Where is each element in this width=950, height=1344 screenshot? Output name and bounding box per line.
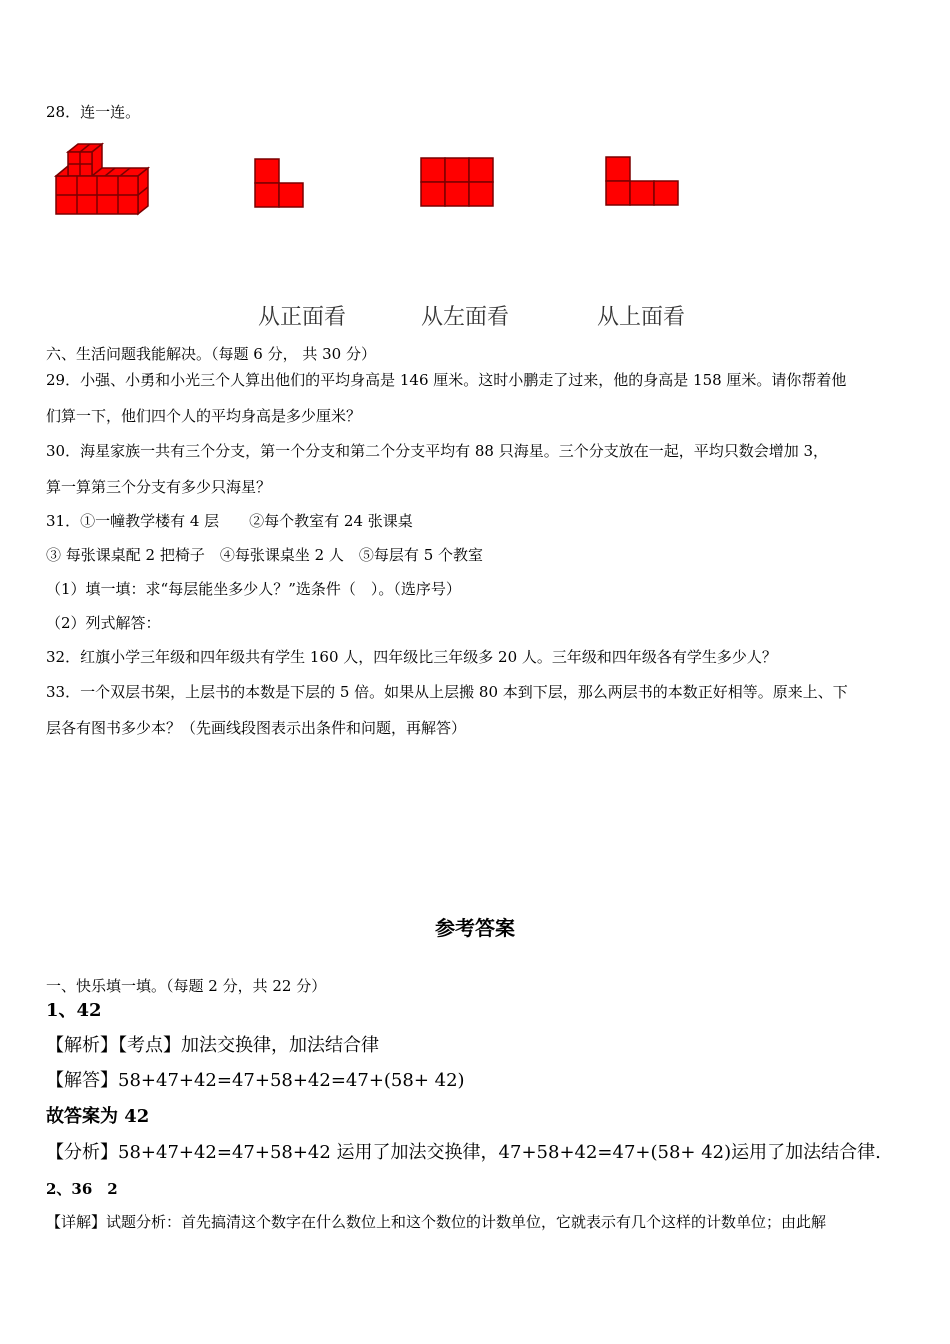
answer-1-solution: 【解答】58+47+42=47+58+42=47+(58+ 42) <box>46 1070 465 1091</box>
view-figure-l-shape <box>253 157 305 209</box>
label-front-view: 从正面看 <box>258 305 347 330</box>
label-left-view: 从左面看 <box>421 305 510 330</box>
section-6-title: 六、生活问题我能解决。（每题 6 分， 共 30 分） <box>46 345 376 363</box>
question-29-line-2: 们算一下，他们四个人的平均身高是多少厘米？ <box>46 407 362 425</box>
answer-1-result: 故答案为 42 <box>46 1106 150 1127</box>
question-29-line-1: 29．小强、小勇和小光三个人算出他们的平均身高是 146 厘米。这时小鹏走了过来，他的身高是 158 厘米。请你帮着他 <box>46 371 847 389</box>
cube-solid-figure <box>52 142 152 218</box>
answers-section-1-title: 一、快乐填一填。（每题 2 分，共 22 分） <box>46 977 327 995</box>
answer-2-number: 2、36 2 <box>46 1180 118 1198</box>
answer-1-analysis: 【解析】【考点】加法交换律，加法结合律 <box>46 1035 379 1056</box>
question-28-title: 28．连一连。 <box>46 103 141 121</box>
answers-heading: 参考答案 <box>435 916 515 940</box>
question-31-line-2: ③ 每张课桌配 2 把椅子 ④每张课桌坐 2 人 ⑤每层有 5 个教室 <box>46 546 484 564</box>
label-top-view: 从上面看 <box>597 305 686 330</box>
answer-1-explanation: 【分析】58+47+42=47+58+42 运用了加法交换律，47+58+42=47+(58+ 42)运用了加法结合律. <box>46 1142 881 1163</box>
answer-2-detail: 【详解】试题分析：首先搞清这个数字在什么数位上和这个数位的计数单位，它就表示有几个这样的计数单位；由此解 <box>46 1213 827 1231</box>
question-30-line-2: 算一算第三个分支有多少只海星？ <box>46 478 272 496</box>
question-31-line-1: 31．①一幢教学楼有 4 层 ②每个教室有 24 张课桌 <box>46 512 413 530</box>
question-31-line-4: （2）列式解答： <box>46 614 161 632</box>
view-figure-rectangle-grid <box>419 156 495 208</box>
answer-1-number: 1、42 <box>46 1000 102 1021</box>
question-33-line-2: 层各有图书多少本？（先画线段图表示出条件和问题，再解答） <box>46 719 467 737</box>
question-33-line-1: 33．一个双层书架，上层书的本数是下层的 5 倍。如果从上层搬 80 本到下层，那么两层书的本数正好相等。原来上、下 <box>46 683 848 701</box>
question-31-line-3: （1）填一填：求“每层能坐多少人？”选条件（ ）。（选序号） <box>46 580 461 598</box>
question-32-line-1: 32．红旗小学三年级和四年级共有学生 160 人，四年级比三年级多 20 人。三年级和四年级各有学生多少人？ <box>46 648 777 666</box>
view-figure-long-l-shape <box>604 155 682 207</box>
question-30-line-1: 30．海星家族一共有三个分支，第一个分支和第二个分支平均有 88 只海星。三个分支放在一起，平均只数会增加 3， <box>46 442 829 460</box>
